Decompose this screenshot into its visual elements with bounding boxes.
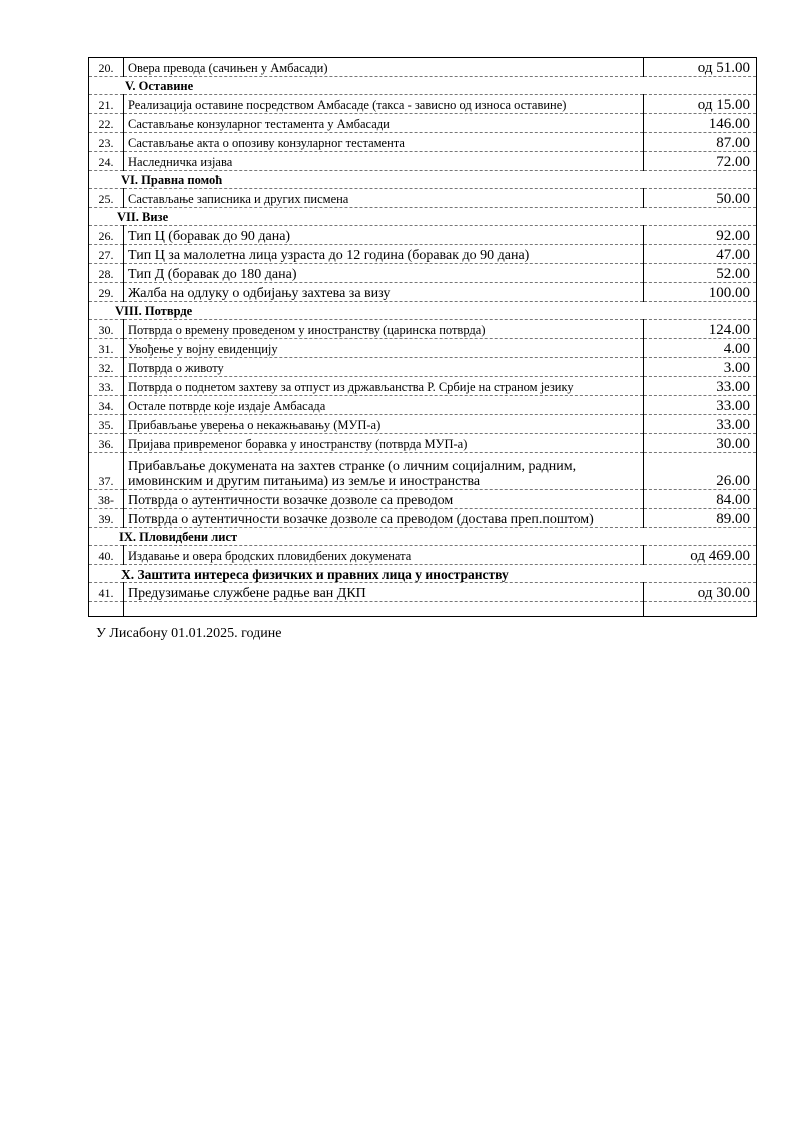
section-heading: VII. Визе: [117, 210, 169, 224]
fee-row: [89, 377, 757, 396]
item-number: 21.: [89, 95, 124, 114]
item-fee: 84.00: [644, 490, 757, 509]
fee-table-body: [89, 58, 757, 617]
section-heading: IX. Пловидбени лист: [119, 530, 238, 544]
item-description: Увођење у војну евиденцију: [124, 339, 644, 358]
item-number: 24.: [89, 152, 124, 171]
item-description: Овера превода (сачињен у Амбасади): [124, 58, 644, 77]
item-fee: 92.00: [644, 226, 757, 245]
item-number: 33.: [89, 377, 124, 396]
item-number: 22.: [89, 114, 124, 133]
item-description: Потврда о аутентичности возачке дозволе са преводом (достава преп.поштом): [124, 509, 644, 528]
section-heading: VIII. Потврде: [115, 304, 193, 318]
item-number: 35.: [89, 415, 124, 434]
item-fee: 3.00: [644, 358, 757, 377]
fee-row: [89, 245, 757, 264]
item-fee: од 30.00: [644, 583, 757, 602]
item-fee: 100.00: [644, 283, 757, 302]
item-number: 26.: [89, 226, 124, 245]
item-description: Састављање записника и других писмена: [124, 189, 644, 208]
item-description: Састављање конзуларног тестамента у Амбасади: [124, 114, 644, 133]
fee-row: [89, 283, 757, 302]
fee-row: [89, 133, 757, 152]
fee-row: [89, 320, 757, 339]
item-fee: 26.00: [644, 453, 757, 490]
item-number: 30.: [89, 320, 124, 339]
item-fee: 47.00: [644, 245, 757, 264]
fee-row: [89, 226, 757, 245]
section-heading-row: [89, 171, 757, 189]
item-number: 38-: [89, 490, 124, 509]
fee-row: [89, 415, 757, 434]
fee-row: [89, 583, 757, 602]
fee-row: [89, 546, 757, 565]
fee-row: [89, 509, 757, 528]
fee-row: [89, 189, 757, 208]
section-heading-row: [89, 528, 757, 546]
item-description: Остале потврде које издаје Амбасада: [124, 396, 644, 415]
item-number: 25.: [89, 189, 124, 208]
section-heading: V. Оставине: [125, 79, 194, 93]
item-number: 23.: [89, 133, 124, 152]
place-and-date: У Лисабону 01.01.2025. године: [96, 626, 282, 641]
item-number: 20.: [89, 58, 124, 77]
item-fee: 72.00: [644, 152, 757, 171]
item-number: 31.: [89, 339, 124, 358]
item-number: 32.: [89, 358, 124, 377]
item-description: Наследничка изјава: [124, 152, 644, 171]
item-description: Реализација оставине посредством Амбасаде (такса - зависно од износа оставине): [124, 95, 644, 114]
item-description: Потврда о поднетом захтеву за отпуст из држављанства Р. Србије на страном језику: [124, 377, 644, 396]
fee-row: [89, 152, 757, 171]
section-heading: X. Заштита интереса физичких и правних лица у иностранству: [121, 567, 509, 582]
item-fee: 33.00: [644, 396, 757, 415]
section-heading-row: [89, 208, 757, 226]
item-fee: 33.00: [644, 377, 757, 396]
item-number: 39.: [89, 509, 124, 528]
item-description: Састављање акта о опозиву конзуларног тестамента: [124, 133, 644, 152]
item-fee: 33.00: [644, 415, 757, 434]
item-fee: од 51.00: [644, 58, 757, 77]
fee-row: [89, 358, 757, 377]
section-heading-row: [89, 302, 757, 320]
empty-cell: [89, 602, 124, 617]
fee-row: [89, 58, 757, 77]
item-number: 29.: [89, 283, 124, 302]
section-heading-row: [89, 77, 757, 95]
item-description: Издавање и овера бродских пловидбених докумената: [124, 546, 644, 565]
item-fee: 4.00: [644, 339, 757, 358]
item-description: Потврда о аутентичности возачке дозволе са преводом: [124, 490, 644, 509]
fee-row: [89, 434, 757, 453]
item-fee: од 15.00: [644, 95, 757, 114]
item-fee: 52.00: [644, 264, 757, 283]
item-description: Прибављање уверења о некажњавању (МУП-а): [124, 415, 644, 434]
item-number: 27.: [89, 245, 124, 264]
fee-row: [89, 95, 757, 114]
item-number: 28.: [89, 264, 124, 283]
fee-row: [89, 339, 757, 358]
item-description: Пријава привременог боравка у иностранству (потврда МУП-а): [124, 434, 644, 453]
item-description: Предузимање службене радње ван ДКП: [124, 583, 644, 602]
item-number: 36.: [89, 434, 124, 453]
fee-row: [89, 490, 757, 509]
item-fee: од 469.00: [644, 546, 757, 565]
fee-row: [89, 453, 757, 490]
item-description: Прибављање докумената на захтев странке (о личним социјалним, радним, имовинским и другим питањима) из земље и иностранства: [124, 453, 644, 490]
fee-row: [89, 114, 757, 133]
fee-row: [89, 264, 757, 283]
item-fee: 30.00: [644, 434, 757, 453]
item-description: Тип Д (боравак до 180 дана): [124, 264, 644, 283]
empty-cell: [644, 602, 757, 617]
consular-fee-table: [88, 57, 757, 617]
section-heading: VI. Правна помоћ: [121, 173, 223, 187]
item-number: 34.: [89, 396, 124, 415]
empty-row: [89, 602, 757, 617]
fee-row: [89, 396, 757, 415]
item-description: Жалба на одлуку о одбијању захтева за визу: [124, 283, 644, 302]
item-fee: 50.00: [644, 189, 757, 208]
item-number: 37.: [89, 453, 124, 490]
item-description: Потврда о животу: [124, 358, 644, 377]
item-fee: 124.00: [644, 320, 757, 339]
item-fee: 89.00: [644, 509, 757, 528]
item-description: Тип Ц (боравак до 90 дана): [124, 226, 644, 245]
item-number: 41.: [89, 583, 124, 602]
empty-cell: [124, 602, 644, 617]
item-description: Потврда о времену проведеном у иностранству (царинска потврда): [124, 320, 644, 339]
item-description: Тип Ц за малолетна лица узраста до 12 година (боравак до 90 дана): [124, 245, 644, 264]
section-heading-row: [89, 565, 757, 583]
item-fee: 87.00: [644, 133, 757, 152]
item-number: 40.: [89, 546, 124, 565]
item-fee: 146.00: [644, 114, 757, 133]
